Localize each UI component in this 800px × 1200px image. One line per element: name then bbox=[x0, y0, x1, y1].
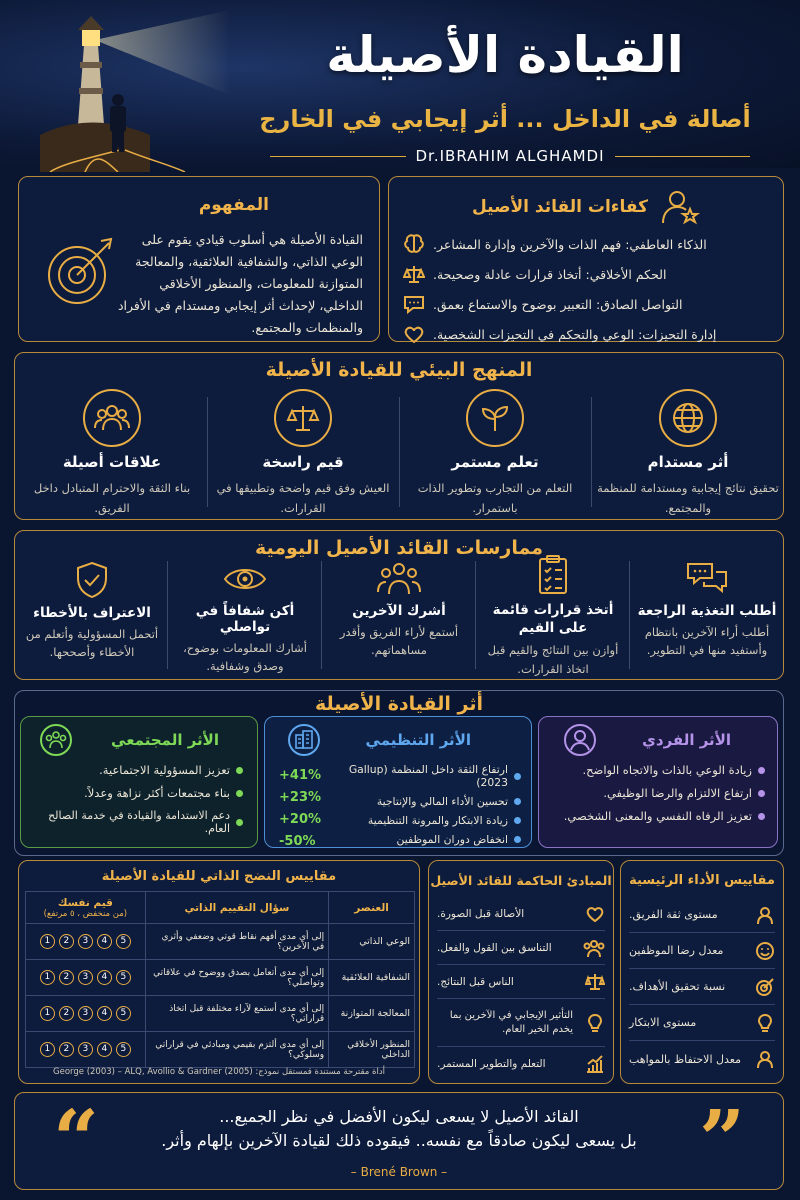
list-item-text: الذكاء العاطفي: فهم الذات والآخرين وإدارة المشاعر. bbox=[433, 236, 707, 252]
leader-star-icon bbox=[660, 189, 700, 225]
table-row bbox=[26, 960, 415, 996]
bullet bbox=[236, 819, 243, 826]
list-item-text: الحكم الأخلاقي: أتخاذ قرارات عادلة وصحيحة. bbox=[433, 266, 667, 282]
kpi-row bbox=[629, 1041, 775, 1077]
practices-title: ممارسات القائد الأصيل اليومية bbox=[255, 537, 543, 559]
person-icon bbox=[755, 905, 775, 925]
question-cell: إلى أي مدى أستمع لآراء مختلفة قبل اتخاذ قراراتي؟ bbox=[145, 996, 328, 1032]
practice-item bbox=[169, 561, 321, 676]
principle-row bbox=[437, 965, 605, 999]
author-name: Dr.IBRAHIM ALGHAMDI bbox=[415, 147, 605, 165]
maturity-source: أداة مقترحة مستندة قمستقل نموذج: George (2003) – ALQ, Avollio & Gardner (2005) bbox=[53, 1067, 385, 1077]
element-label: الوعي الذاتي bbox=[359, 936, 410, 947]
kpis-title: مقاييس الأداء الرئيسية bbox=[629, 873, 775, 888]
header-banner bbox=[0, 0, 800, 168]
ecosystem-item-desc: العيش وفق قيم واضحة وتطبيقها في القرارات. bbox=[216, 481, 390, 515]
score-header: قيم نفسك bbox=[57, 896, 113, 909]
kpis-panel bbox=[620, 860, 784, 1084]
target-arrow-icon bbox=[43, 235, 117, 309]
scales-icon bbox=[585, 972, 605, 992]
score-option[interactable]: 4 bbox=[97, 934, 112, 949]
bullet bbox=[758, 813, 765, 820]
concept-panel bbox=[18, 176, 380, 342]
impact-community-card bbox=[20, 716, 258, 848]
chat-bubbles-icon bbox=[631, 561, 783, 597]
list-item bbox=[547, 809, 765, 823]
list-item-text: زيادة الوعي بالذات والاتجاه الواضح. bbox=[582, 763, 752, 777]
divider bbox=[270, 156, 406, 157]
kpi-row bbox=[629, 969, 775, 1005]
stat-value: +20% bbox=[279, 812, 322, 827]
divider bbox=[399, 397, 400, 507]
bullet bbox=[514, 773, 521, 780]
score-option[interactable]: 2 bbox=[59, 970, 74, 985]
stat-value: +41% bbox=[279, 768, 322, 783]
competencies-list bbox=[403, 233, 769, 353]
practice-item-desc: أشارك المعلومات بوضوح، وصدق وشفافية. bbox=[183, 641, 307, 674]
practice-item-desc: أتحمل المسؤولية وأتعلم من الأخطاء وأصححها. bbox=[25, 627, 159, 660]
quote-text bbox=[135, 1105, 663, 1153]
column-header: العنصر bbox=[329, 892, 415, 924]
list-item-text: ارتفاع الالتزام والرضا الوظيفي. bbox=[603, 786, 752, 800]
community-icon bbox=[39, 723, 73, 757]
list-item bbox=[29, 809, 243, 835]
score-cell bbox=[26, 996, 146, 1032]
stat-value: -50% bbox=[279, 834, 316, 849]
heart-icon bbox=[403, 323, 425, 345]
sprout-icon bbox=[466, 389, 524, 447]
list-item bbox=[333, 814, 521, 827]
list-item-text: بناء مجتمعات أكثر نزاهة وعدلاً. bbox=[84, 786, 230, 800]
divider bbox=[615, 156, 751, 157]
person-icon bbox=[755, 1049, 775, 1069]
score-option[interactable]: 3 bbox=[78, 970, 93, 985]
score-cell bbox=[26, 960, 146, 996]
practice-item bbox=[631, 561, 783, 660]
impact-individual-header bbox=[642, 731, 731, 749]
quote-panel bbox=[14, 1092, 784, 1190]
list-item bbox=[547, 763, 765, 777]
principle-label: الناس قبل النتائج. bbox=[437, 975, 514, 988]
score-option[interactable]: 5 bbox=[116, 934, 131, 949]
column-header bbox=[26, 892, 146, 924]
list-item bbox=[29, 763, 243, 777]
divider bbox=[591, 397, 592, 507]
divider bbox=[629, 561, 630, 669]
checklist-icon bbox=[477, 555, 629, 595]
heart-icon bbox=[585, 904, 605, 924]
list-item-text: انخفاض دوران الموظفين bbox=[396, 833, 508, 846]
score-option[interactable]: 5 bbox=[116, 970, 131, 985]
divider bbox=[207, 397, 208, 507]
building-icon bbox=[287, 723, 321, 757]
table-header-row bbox=[26, 892, 415, 924]
bullet bbox=[514, 798, 521, 805]
impact-individual-card bbox=[538, 716, 778, 848]
kpi-label: مستوى الابتكار bbox=[629, 1016, 697, 1029]
list-item bbox=[29, 786, 243, 800]
element-label: المنظور الأخلاقي الداخلي bbox=[347, 1039, 410, 1060]
list-item-text: تعزيز المسؤولية الاجتماعية. bbox=[99, 763, 230, 777]
practice-item-title: أشرك الآخرين bbox=[352, 603, 446, 619]
kpis-list bbox=[629, 897, 775, 1077]
list-item bbox=[333, 763, 521, 789]
kpi-label: معدل الاحتفاظ بالمواهب bbox=[629, 1052, 741, 1066]
score-option[interactable]: 3 bbox=[78, 1042, 93, 1057]
impact-stats bbox=[279, 765, 331, 853]
maturity-panel bbox=[18, 860, 420, 1084]
divider bbox=[475, 561, 476, 669]
element-label: المعالجة المتوازنة bbox=[340, 1008, 410, 1019]
shield-check-icon bbox=[17, 561, 167, 599]
list-item bbox=[403, 263, 769, 285]
principles-title: المبادئ الحاكمة للقائد الأصيل bbox=[430, 873, 612, 888]
scales-icon bbox=[274, 389, 332, 447]
principles-list bbox=[437, 897, 605, 1081]
principle-row bbox=[437, 897, 605, 931]
practice-item-title: أتخذ قرارات قائمة على القيم bbox=[492, 602, 614, 637]
ecosystem-item bbox=[17, 389, 207, 518]
score-option[interactable]: 3 bbox=[78, 1006, 93, 1021]
ecosystem-panel bbox=[14, 352, 784, 520]
list-item-text: التواصل الصادق: التعبير بوضوح والاستماع بعمق. bbox=[433, 296, 683, 312]
bulb-icon bbox=[585, 1013, 605, 1033]
page-subtitle: أصالة في الداخل ... أثر إيجابي في الخارج bbox=[259, 105, 751, 133]
ecosystem-item-title: أثر مستدام bbox=[647, 453, 729, 471]
competencies-panel bbox=[388, 176, 784, 342]
divider bbox=[167, 561, 168, 669]
impact-individual-list bbox=[547, 763, 765, 832]
list-item bbox=[403, 323, 769, 345]
principles-panel bbox=[428, 860, 614, 1084]
impact-title: أثر القيادة الأصيلة bbox=[315, 693, 483, 715]
table-row bbox=[26, 996, 415, 1032]
list-item-text: تحسين الأداء المالي والإنتاجية bbox=[376, 795, 508, 808]
principle-row bbox=[437, 999, 605, 1047]
quote-open-icon: ” bbox=[698, 1092, 745, 1186]
principle-row bbox=[437, 931, 605, 965]
table-row bbox=[26, 1032, 415, 1068]
score-option[interactable]: 5 bbox=[116, 1042, 131, 1057]
growth-icon bbox=[585, 1054, 605, 1074]
list-item bbox=[547, 786, 765, 800]
kpi-row bbox=[629, 1005, 775, 1041]
impact-individual-title: الأثر الفردي bbox=[642, 731, 731, 749]
bulb-icon bbox=[755, 1013, 775, 1033]
practice-item-desc: أوازن بين النتائج والقيم قبل اتخاذ القرارات. bbox=[487, 643, 619, 676]
kpi-row bbox=[629, 897, 775, 933]
bullet bbox=[236, 790, 243, 797]
score-cell bbox=[26, 924, 146, 960]
score-option[interactable]: 1 bbox=[40, 934, 55, 949]
lighthouse-illustration bbox=[0, 0, 230, 172]
practice-item-desc: أستمع لأراء الفريق وأقدر مساهماتهم. bbox=[339, 625, 459, 658]
concept-title: المفهوم bbox=[198, 195, 269, 215]
competencies-title: كفاءات القائد الأصيل bbox=[471, 197, 648, 217]
question-cell: إلى أي مدى أتعامل بصدق ووضوح في علاقاتي وتواصلي؟ bbox=[145, 960, 328, 996]
concept-text: القيادة الأصيلة هي أسلوب قيادي يقوم على الوعي الذاتي، والشفافية العلائقية، والمعالجة المتوازنة للمعلومات، والمنظور الأخلاقي الداخلي، لإحداث أثر إيجابي ومستدام في الأفراد والمنظمات والمجتمع. bbox=[117, 232, 363, 335]
score-option[interactable]: 3 bbox=[78, 934, 93, 949]
ecosystem-item-title: تعلم مستمر bbox=[451, 453, 539, 471]
bullet bbox=[758, 790, 765, 797]
ecosystem-item-desc: التعلم من التجارب وتطوير الذات باستمرار. bbox=[417, 481, 573, 515]
principle-label: التعلم والتطوير المستمر. bbox=[437, 1058, 546, 1070]
ecosystem-title: المنهج البيئي للقيادة الأصيلة bbox=[265, 359, 533, 381]
impact-community-title: الأثر المجتمعي bbox=[111, 731, 219, 749]
competencies-header bbox=[389, 189, 783, 225]
score-option[interactable]: 2 bbox=[59, 1042, 74, 1057]
impact-organizational-title: الأثر التنظيمي bbox=[365, 731, 471, 749]
page-title: القيادة الأصيلة bbox=[326, 26, 684, 84]
impact-organizational-list bbox=[333, 763, 521, 852]
score-option[interactable]: 1 bbox=[40, 1042, 55, 1057]
ecosystem-item-desc: تحقيق نتائج إيجابية ومستدامة للمنظمة والمجتمع. bbox=[597, 481, 779, 515]
practices-panel bbox=[14, 530, 784, 680]
smile-icon bbox=[755, 941, 775, 961]
people-icon bbox=[583, 938, 605, 958]
list-item-text: زيادة الابتكار والمرونة التنظيمية bbox=[367, 814, 508, 827]
bullet bbox=[236, 767, 243, 774]
score-option[interactable]: 4 bbox=[97, 1042, 112, 1057]
practice-item-title: أكن شفافاً في تواصلي bbox=[195, 603, 295, 635]
table-row bbox=[26, 924, 415, 960]
list-item-text: إدارة التحيزات: الوعي والتحكم في التحيزات الشخصية. bbox=[433, 326, 717, 342]
quote-line: بل يسعى ليكون صادقاً مع نفسه.. فيقوده ذلك لقيادة الآخرين بإلهام وأثر. bbox=[161, 1131, 637, 1150]
practice-item bbox=[17, 561, 167, 662]
target-icon bbox=[755, 977, 775, 997]
list-item bbox=[403, 293, 769, 315]
score-option[interactable]: 5 bbox=[116, 1006, 131, 1021]
question-cell: إلى أي مدى ألتزم بقيمي ومبادئي في قراراتي وسلوكي؟ bbox=[145, 1032, 328, 1068]
score-option[interactable]: 4 bbox=[97, 1006, 112, 1021]
impact-community-list bbox=[29, 763, 243, 844]
practice-item bbox=[477, 555, 629, 678]
principle-label: الأصالة قبل الصورة. bbox=[437, 907, 525, 920]
globe-icon bbox=[659, 389, 717, 447]
principle-row bbox=[437, 1047, 605, 1081]
score-option[interactable]: 4 bbox=[97, 970, 112, 985]
score-option[interactable]: 2 bbox=[59, 934, 74, 949]
score-hint: (من منخفض ، ٥ مرتفع) bbox=[43, 908, 128, 919]
element-cell bbox=[329, 1032, 415, 1068]
practice-item-title: أطلب التغذية الراجعة bbox=[637, 603, 777, 619]
team-icon bbox=[323, 561, 475, 597]
question-cell: إلى أي مدى أفهم نقاط قوتي وضعفي وأثري في الآخرين؟ bbox=[145, 924, 328, 960]
bullet bbox=[514, 817, 521, 824]
person-icon bbox=[563, 723, 597, 757]
author-row bbox=[270, 146, 750, 166]
ecosystem-item-desc: بناء الثقة والاحترام المتبادل داخل الفريق. bbox=[33, 481, 191, 515]
element-cell bbox=[329, 960, 415, 996]
stat-value: +23% bbox=[279, 790, 322, 805]
maturity-table bbox=[25, 891, 415, 1068]
ecosystem-item-title: علاقات أصيلة bbox=[62, 453, 162, 471]
kpi-label: نسبة تحقيق الأهداف. bbox=[629, 980, 726, 993]
element-label: الشفافية العلائقية bbox=[341, 972, 410, 983]
brain-icon bbox=[403, 233, 425, 255]
quote-line: القائد الأصيل لا يسعى ليكون الأفضل في نظر الجميع... bbox=[219, 1107, 579, 1126]
principle-label: التناسق بين القول والفعل. bbox=[437, 941, 552, 954]
kpi-label: مستوى ثقة الفريق. bbox=[629, 908, 718, 921]
kpi-row bbox=[629, 933, 775, 969]
list-item-text: دعم الاستدامة والقيادة في خدمة الصالح العام. bbox=[48, 809, 230, 835]
quote-author: – Brené Brown – bbox=[350, 1165, 448, 1179]
element-cell bbox=[329, 996, 415, 1032]
principle-label: التأثير الإيجابي في الآخرين بما يخدم الخير العام. bbox=[449, 1009, 573, 1035]
element-cell bbox=[329, 924, 415, 960]
ecosystem-item bbox=[208, 389, 398, 518]
score-cell bbox=[26, 1032, 146, 1068]
bullet bbox=[758, 767, 765, 774]
list-item bbox=[333, 795, 521, 808]
score-option[interactable]: 1 bbox=[40, 970, 55, 985]
practice-item bbox=[323, 561, 475, 660]
score-option[interactable]: 2 bbox=[59, 1006, 74, 1021]
list-item bbox=[403, 233, 769, 255]
people-icon bbox=[83, 389, 141, 447]
practice-item-desc: أطلب أراء الآخرين بانتظام وأستفيد منها في التطوير. bbox=[644, 625, 770, 658]
chat-icon bbox=[403, 293, 425, 315]
eye-icon bbox=[169, 561, 321, 597]
kpi-label: معدل رضا الموظفين bbox=[629, 944, 724, 957]
quote-close-icon: “ bbox=[53, 1092, 100, 1186]
column-header: سؤال التقييم الذاتي bbox=[145, 892, 328, 924]
ecosystem-item-title: قيم راسخة bbox=[262, 453, 344, 471]
impact-organizational-card bbox=[264, 716, 532, 848]
scales-icon bbox=[403, 263, 425, 285]
list-item-text: تعزيز الرفاه النفسي والمعنى الشخصي. bbox=[563, 809, 752, 823]
bullet bbox=[514, 836, 521, 843]
ecosystem-item bbox=[592, 389, 784, 518]
maturity-title: مقاييس النضج الذاتي للقيادة الأصيلة bbox=[101, 869, 337, 884]
divider bbox=[321, 561, 322, 669]
ecosystem-item bbox=[400, 389, 590, 518]
list-item bbox=[333, 833, 521, 846]
score-option[interactable]: 1 bbox=[40, 1006, 55, 1021]
list-item-text: ارتفاع الثقة داخل المنظمة (Gallup 2023) bbox=[348, 763, 508, 789]
practice-item-title: الاعتراف بالأخطاء bbox=[33, 605, 151, 621]
